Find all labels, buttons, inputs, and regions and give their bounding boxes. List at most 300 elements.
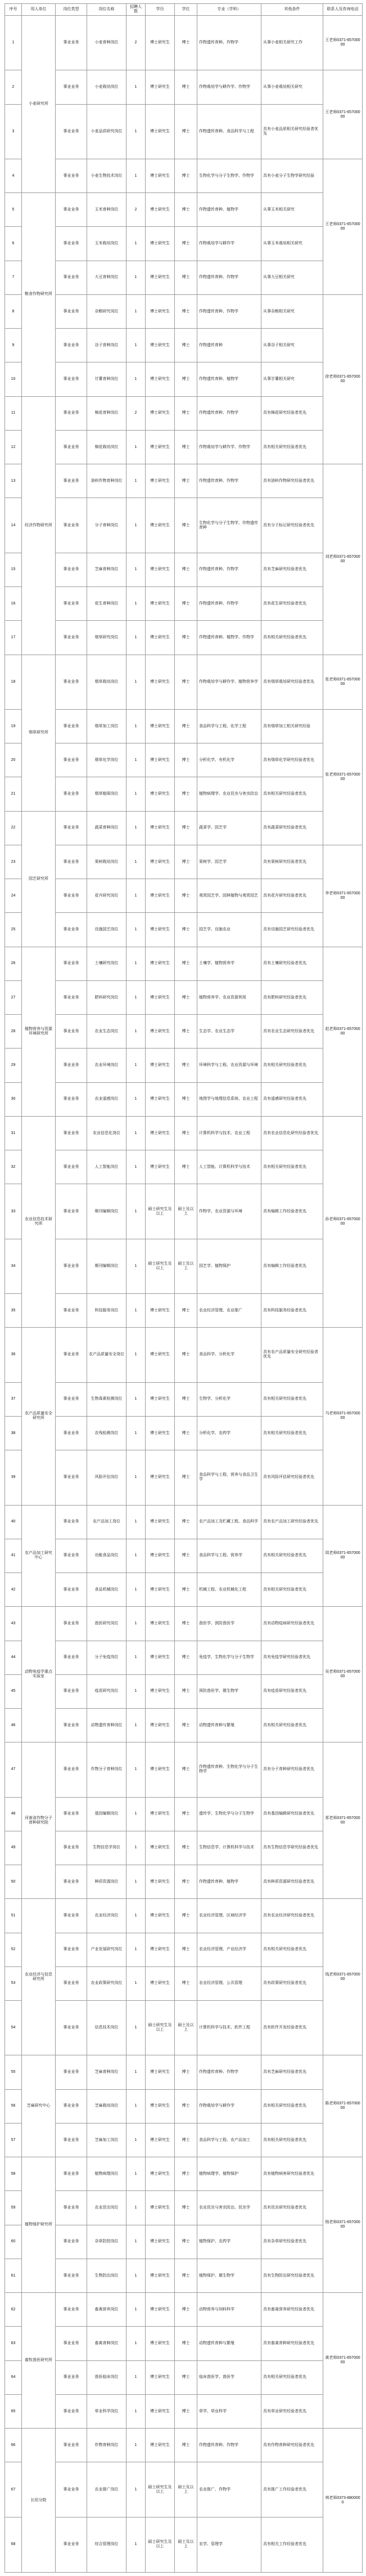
table-row	[5, 2157, 363, 2191]
conditions-cell: 具有农业信息化研究经验者优先	[261, 1116, 323, 1150]
major-cell: 动物营养与饲料科学	[197, 2293, 261, 2327]
education-cell: 博士研究生	[146, 70, 175, 104]
conditions-cell: 具有油料作物研究经验者优先	[261, 464, 323, 498]
employer-cell: 河南省作物分子育种研究院	[22, 1742, 56, 1899]
hire-count-cell: 1	[126, 2360, 146, 2394]
degree-cell: 博士	[175, 329, 197, 362]
post-name-cell: 烟草化学岗位	[87, 743, 126, 777]
education-cell: 博士研究生	[146, 879, 175, 913]
conditions-cell: 具有农业经济研究经验者优先	[261, 1899, 323, 1933]
post-name-cell: 植物病理岗位	[87, 2157, 126, 2191]
major-cell: 作物学、农业资源与环境	[197, 1184, 261, 1239]
conditions-cell: 具有果树研究经验者优先	[261, 845, 323, 879]
post-type-cell: 事业业务	[56, 2089, 87, 2123]
table-row	[5, 655, 363, 709]
degree-cell: 博士	[175, 1116, 197, 1150]
degree-cell: 博士	[175, 879, 197, 913]
degree-cell: 博士	[175, 2191, 197, 2225]
major-cell: 农业经济管理、农业推广	[197, 1294, 261, 1328]
post-type-cell: 事业业务	[56, 498, 87, 553]
post-type-cell: 事业业务	[56, 1573, 87, 1607]
post-type-cell: 事业业务	[56, 2517, 87, 2572]
conditions-cell: 具有相关研究经验者优先	[261, 1049, 323, 1082]
education-cell: 博士研究生	[146, 362, 175, 396]
post-type-cell: 事业业务	[56, 879, 87, 913]
post-name-cell: 期刊编辑岗位	[87, 1239, 126, 1293]
post-name-cell: 基因编辑岗位	[87, 1797, 126, 1831]
degree-cell: 博士	[175, 1742, 197, 1797]
conditions-cell: 具有蔬菜研究经验者优先	[261, 811, 323, 845]
conditions-cell: 具有生物信息学研究经验者优先	[261, 1831, 323, 1865]
row-index-cell: 59	[5, 2191, 22, 2225]
conditions-cell: 具有相关研究经验者优先	[261, 1573, 323, 1607]
hire-count-cell: 2	[126, 396, 146, 430]
row-index-cell: 54	[5, 2001, 22, 2055]
conditions-cell: 具有生物防治研究经验者优先	[261, 2259, 323, 2292]
education-cell: 博士研究生	[146, 2360, 175, 2394]
conditions-cell: 具有设施园艺研究经验者优先	[261, 913, 323, 947]
degree-cell: 博士	[175, 498, 197, 553]
row-index-cell: 38	[5, 1416, 22, 1450]
employer-cell: 长垣分院	[22, 2429, 56, 2573]
education-cell: 硕士研究生及以上	[146, 2462, 175, 2517]
major-cell: 农业经济管理、区域经济学	[197, 1899, 261, 1933]
degree-cell: 博士	[175, 16, 197, 70]
table-row	[5, 709, 363, 743]
post-type-cell: 事业业务	[56, 553, 87, 586]
conditions-cell: 具有烟草加工相关研究经验	[261, 709, 323, 743]
table-row	[5, 2001, 363, 2055]
row-index-cell: 40	[5, 1505, 22, 1539]
major-cell: 分析化学、农药学	[197, 1416, 261, 1450]
post-name-cell: 设施园艺岗位	[87, 913, 126, 947]
conditions-cell: 具有畜禽育种研究经验者优先	[261, 2327, 323, 2360]
employer-cell: 经济作物研究所	[22, 396, 56, 655]
degree-cell: 博士	[175, 1899, 197, 1933]
degree-cell: 博士	[175, 396, 197, 430]
hire-count-cell: 1	[126, 1674, 146, 1708]
post-name-cell: 畜禽育种岗位	[87, 2327, 126, 2360]
post-type-cell: 事业业务	[56, 655, 87, 709]
employer-cell: 芝麻研究中心	[22, 2055, 56, 2157]
row-index-cell: 43	[5, 1607, 22, 1641]
hire-count-cell: 1	[126, 1116, 146, 1150]
degree-cell: 博士	[175, 227, 197, 261]
table-row	[5, 2293, 363, 2327]
row-index-cell: 55	[5, 2055, 22, 2089]
degree-cell: 博士	[175, 1709, 197, 1742]
contact-cell: 张老师0371-65700000	[323, 655, 363, 709]
hire-count-cell: 1	[126, 1865, 146, 1899]
conditions-cell: 具有政策研究经验者优先	[261, 1966, 323, 2000]
hire-count-cell: 1	[126, 1831, 146, 1865]
post-type-cell: 事业业务	[56, 430, 87, 464]
degree-cell: 博士	[175, 2055, 197, 2089]
hire-count-cell: 1	[126, 2225, 146, 2259]
table-row	[5, 879, 363, 913]
col-major-header: 专业（学科）	[197, 4, 261, 16]
post-type-cell: 事业业务	[56, 947, 87, 980]
conditions-cell: 具有风险评估研究经验者优先	[261, 1450, 323, 1505]
header-row	[5, 4, 363, 16]
degree-cell: 博士	[175, 104, 197, 159]
education-cell: 博士研究生	[146, 2123, 175, 2157]
hire-count-cell: 1	[126, 553, 146, 586]
post-type-cell: 事业业务	[56, 709, 87, 743]
conditions-cell: 具有免疫学研究经验者优先	[261, 1641, 323, 1674]
table-row	[5, 2327, 363, 2360]
table-row	[5, 1607, 363, 1641]
conditions-cell: 从事甘薯相关研究	[261, 362, 323, 396]
post-name-cell: 农业环境岗位	[87, 1049, 126, 1082]
table-row	[5, 1573, 363, 1607]
conditions-cell: 具有种质资源研究经验者优先	[261, 1865, 323, 1899]
conditions-cell: 具有小麦品质相关研究经验者优先	[261, 104, 323, 159]
employer-cell: 农产品加工研究中心	[22, 1505, 56, 1607]
conditions-cell: 具有草业研究经验者优先	[261, 2394, 323, 2428]
conditions-cell: 具有芝麻研究经验者优先	[261, 553, 323, 586]
hire-count-cell: 1	[126, 430, 146, 464]
degree-cell: 博士	[175, 2293, 197, 2327]
row-index-cell: 26	[5, 947, 22, 980]
hire-count-cell: 1	[126, 329, 146, 362]
table-row	[5, 2089, 363, 2123]
post-type-cell: 事业业务	[56, 2293, 87, 2327]
education-cell: 博士研究生	[146, 1933, 175, 1966]
major-cell: 植物营养学、农业资源利用	[197, 980, 261, 1014]
post-type-cell: 事业业务	[56, 1505, 87, 1539]
row-index-cell: 15	[5, 553, 22, 586]
hire-count-cell: 1	[126, 1416, 146, 1450]
degree-cell: 博士	[175, 1797, 197, 1831]
post-name-cell: 分子育种岗位	[87, 498, 126, 553]
table-row	[5, 159, 363, 192]
post-type-cell: 事业业务	[56, 2327, 87, 2360]
contact-cell: 钱老师0371-65700000	[323, 1899, 363, 2055]
conditions-cell: 从事杂粮相关研究	[261, 294, 323, 328]
degree-cell: 博士	[175, 2394, 197, 2428]
table-row	[5, 2394, 363, 2428]
education-cell: 博士研究生	[146, 1294, 175, 1328]
education-cell: 博士研究生	[146, 2225, 175, 2259]
conditions-cell: 具有相关研究经验者优先	[261, 430, 323, 464]
post-name-cell: 功能食品岗位	[87, 1539, 126, 1573]
education-cell: 硕士研究生及以上	[146, 1239, 175, 1293]
col-employer-header: 用人单位	[22, 4, 56, 16]
degree-cell: 博士	[175, 1015, 197, 1049]
education-cell: 硕士研究生及以上	[146, 2517, 175, 2572]
contact-cell: 黄老师0371-65700000	[323, 2293, 363, 2429]
hire-count-cell: 1	[126, 1150, 146, 1184]
major-cell: 农业经济管理、公共管理	[197, 1966, 261, 2000]
education-cell: 博士研究生	[146, 1450, 175, 1505]
degree-cell: 硕士及以上	[175, 2517, 197, 2572]
post-name-cell: 小麦生物技术岗位	[87, 159, 126, 192]
education-cell: 硕士研究生及以上	[146, 1184, 175, 1239]
row-index-cell: 50	[5, 1865, 22, 1899]
hire-count-cell: 1	[126, 913, 146, 947]
post-name-cell: 棉花栽培岗位	[87, 430, 126, 464]
education-cell: 博士研究生	[146, 1015, 175, 1049]
education-cell: 博士研究生	[146, 2089, 175, 2123]
hire-count-cell: 1	[126, 709, 146, 743]
education-cell: 博士研究生	[146, 2429, 175, 2462]
post-name-cell: 蔬菜育种岗位	[87, 811, 126, 845]
hire-count-cell: 1	[126, 1184, 146, 1239]
education-cell: 博士研究生	[146, 1966, 175, 2000]
post-type-cell: 事业业务	[56, 1184, 87, 1239]
degree-cell: 博士	[175, 2123, 197, 2157]
contact-cell: 王老师0371-65700000	[323, 159, 363, 294]
row-index-cell: 39	[5, 1450, 22, 1505]
major-cell: 遗传学、生物化学与分子生物学	[197, 1797, 261, 1831]
post-name-cell: 果树栽培岗位	[87, 845, 126, 879]
post-name-cell: 烟草加工岗位	[87, 709, 126, 743]
table-row	[5, 430, 363, 464]
degree-cell: 博士	[175, 913, 197, 947]
major-cell: 农业推广、作物学	[197, 2462, 261, 2517]
degree-cell: 博士	[175, 1539, 197, 1573]
table-row	[5, 1116, 363, 1150]
conditions-cell: 具有相关研究经验者优先	[261, 1539, 323, 1573]
major-cell: 作物遗传育种、生物化学与分子生物学	[197, 1742, 261, 1797]
hire-count-cell: 1	[126, 2001, 146, 2055]
hire-count-cell: 1	[126, 1641, 146, 1674]
employer-cell: 农业经济与信息研究所	[22, 1899, 56, 2055]
table-row	[5, 261, 363, 294]
table-row	[5, 1082, 363, 1116]
contact-cell: 杨老师0371-65700000	[323, 2157, 363, 2293]
major-cell: 植物病理学、农业昆虫与害虫防治	[197, 777, 261, 811]
row-index-cell: 4	[5, 159, 22, 192]
hire-count-cell: 1	[126, 2429, 146, 2462]
hire-count-cell: 1	[126, 1015, 146, 1049]
row-index-cell: 57	[5, 2123, 22, 2157]
conditions-cell: 具有相关研究经验者优先	[261, 1382, 323, 1416]
post-name-cell: 种质资源岗位	[87, 1865, 126, 1899]
major-cell: 地图学与地理信息系统、农业工程	[197, 1082, 261, 1116]
education-cell: 博士研究生	[146, 159, 175, 192]
education-cell: 博士研究生	[146, 1328, 175, 1382]
degree-cell: 博士	[175, 1966, 197, 2000]
post-name-cell: 油料作物育种岗位	[87, 464, 126, 498]
hire-count-cell: 1	[126, 2293, 146, 2327]
row-index-cell: 58	[5, 2157, 22, 2191]
hire-count-cell: 1	[126, 2517, 146, 2572]
conditions-cell: 具有棉花研究经验者优先	[261, 396, 323, 430]
contact-cell: 刘老师0371-65700000	[323, 464, 363, 655]
post-name-cell: 草业科学岗位	[87, 2394, 126, 2428]
major-cell: 食品科学与工程、营养与食品卫生学	[197, 1450, 261, 1505]
degree-cell: 博士	[175, 193, 197, 227]
major-cell: 预防兽医学、微生物学	[197, 1674, 261, 1708]
hire-count-cell: 1	[126, 1328, 146, 1382]
table-row	[5, 811, 363, 845]
major-cell: 兽医学、预防兽医学	[197, 1607, 261, 1641]
contact-cell: 林老师0373-8800000	[323, 2429, 363, 2573]
table-row	[5, 1709, 363, 1742]
table-row	[5, 1416, 363, 1450]
post-name-cell: 花生育种岗位	[87, 587, 126, 621]
major-cell: 作物遗传育种	[197, 329, 261, 362]
post-type-cell: 事业业务	[56, 159, 87, 192]
degree-cell: 博士	[175, 845, 197, 879]
conditions-cell: 具有相关研究经验者优先	[261, 621, 323, 655]
degree-cell: 博士	[175, 159, 197, 192]
row-index-cell: 6	[5, 227, 22, 261]
major-cell: 生物化学与分子生物学、作物遗传育种	[197, 498, 261, 553]
col-index-header: 序号	[5, 4, 22, 16]
post-name-cell: 烟草植保岗位	[87, 777, 126, 811]
table-row	[5, 294, 363, 328]
education-cell: 博士研究生	[146, 553, 175, 586]
major-cell: 作物遗传育种、作物学	[197, 553, 261, 586]
education-cell: 博士研究生	[146, 1382, 175, 1416]
post-name-cell: 小麦育种岗位	[87, 16, 126, 70]
row-index-cell: 33	[5, 1184, 22, 1239]
row-index-cell: 67	[5, 2462, 22, 2517]
post-name-cell: 农业遥感岗位	[87, 1082, 126, 1116]
post-name-cell: 生物信息学岗位	[87, 1831, 126, 1865]
conditions-cell: 具有花生研究经验者优先	[261, 587, 323, 621]
major-cell: 蔬菜学、园艺学	[197, 811, 261, 845]
conditions-cell: 具有相关研究经验者优先	[261, 2360, 323, 2394]
post-name-cell: 期刊编辑岗位	[87, 1184, 126, 1239]
degree-cell: 博士	[175, 2429, 197, 2462]
post-name-cell: 土壤研究岗位	[87, 947, 126, 980]
post-type-cell: 事业业务	[56, 2360, 87, 2394]
table-row	[5, 845, 363, 879]
row-index-cell: 22	[5, 811, 22, 845]
degree-cell: 博士	[175, 587, 197, 621]
table-row	[5, 362, 363, 396]
hire-count-cell: 1	[126, 2394, 146, 2428]
education-cell: 博士研究生	[146, 16, 175, 70]
major-cell: 农业经济管理、产业经济学	[197, 1933, 261, 1966]
conditions-cell: 具有软件开发经验者优先	[261, 2001, 323, 2055]
row-index-cell: 30	[5, 1082, 22, 1116]
post-type-cell: 事业业务	[56, 2055, 87, 2089]
conditions-cell: 具有相关研究经验者优先	[261, 1709, 323, 1742]
table-row	[5, 2225, 363, 2259]
table-header	[5, 4, 363, 16]
table-row	[5, 1015, 363, 1049]
post-name-cell: 玉米栽培岗位	[87, 227, 126, 261]
hire-count-cell: 1	[126, 845, 146, 879]
major-cell: 食品科学与工程、农产品加工	[197, 2123, 261, 2157]
row-index-cell: 68	[5, 2517, 22, 2572]
post-type-cell: 事业业务	[56, 1865, 87, 1899]
conditions-cell: 从事小麦栽培相关研究	[261, 70, 323, 104]
education-cell: 博士研究生	[146, 587, 175, 621]
table-row	[5, 227, 363, 261]
major-cell: 作物遗传育种、作物学	[197, 2429, 261, 2462]
contact-cell: 赵老师0371-65700000	[323, 947, 363, 1116]
conditions-cell: 具有相关研究经验者优先	[261, 1933, 323, 1966]
hire-count-cell: 1	[126, 1933, 146, 1966]
post-name-cell: 农业经济岗位	[87, 1899, 126, 1933]
major-cell: 植物病理学、植物保护	[197, 2157, 261, 2191]
education-cell: 博士研究生	[146, 743, 175, 777]
degree-cell: 博士	[175, 553, 197, 586]
hire-count-cell: 1	[126, 1797, 146, 1831]
hire-count-cell: 1	[126, 980, 146, 1014]
post-type-cell: 事业业务	[56, 1416, 87, 1450]
post-name-cell: 玉米育种岗位	[87, 193, 126, 227]
row-index-cell: 28	[5, 1015, 22, 1049]
degree-cell: 博士	[175, 1573, 197, 1607]
degree-cell: 博士	[175, 1294, 197, 1328]
conditions-cell: 具有植物病害研究经验者优先	[261, 2157, 323, 2191]
degree-cell: 博士	[175, 1607, 197, 1641]
conditions-cell: 具有农产品质量安全研究经验者优先	[261, 1328, 323, 1382]
table-row	[5, 1641, 363, 1674]
row-index-cell: 64	[5, 2360, 22, 2394]
post-name-cell: 农业昆虫岗位	[87, 2191, 126, 2225]
conditions-cell: 具有基因编辑研究经验者优先	[261, 1797, 323, 1831]
post-type-cell: 事业业务	[56, 2191, 87, 2225]
hire-count-cell: 1	[126, 2055, 146, 2089]
education-cell: 博士研究生	[146, 294, 175, 328]
degree-cell: 博士	[175, 1933, 197, 1966]
hire-count-cell: 1	[126, 811, 146, 845]
row-index-cell: 2	[5, 70, 22, 104]
table-row	[5, 498, 363, 553]
degree-cell: 博士	[175, 1505, 197, 1539]
post-name-cell: 风险评估岗位	[87, 1450, 126, 1505]
major-cell: 作物栽培学与耕作学	[197, 227, 261, 261]
table-row	[5, 1899, 363, 1933]
post-type-cell: 事业业务	[56, 845, 87, 879]
row-index-cell: 10	[5, 362, 22, 396]
post-name-cell: 烟草研究岗位	[87, 621, 126, 655]
hire-count-cell: 1	[126, 879, 146, 913]
education-cell: 博士研究生	[146, 2327, 175, 2360]
major-cell: 作物遗传育种、作物学	[197, 261, 261, 294]
employer-cell: 农产品质量安全研究所	[22, 1328, 56, 1505]
education-cell: 博士研究生	[146, 1505, 175, 1539]
hire-count-cell: 1	[126, 1899, 146, 1933]
education-cell: 博士研究生	[146, 227, 175, 261]
education-cell: 博士研究生	[146, 2259, 175, 2292]
education-cell: 博士研究生	[146, 1641, 175, 1674]
hire-count-cell: 1	[126, 1505, 146, 1539]
hire-count-cell: 1	[126, 1294, 146, 1328]
major-cell: 环境科学与工程、农业资源与环境	[197, 1049, 261, 1082]
post-type-cell: 事业业务	[56, 227, 87, 261]
major-cell: 动物遗传育种与繁殖	[197, 2327, 261, 2360]
row-index-cell: 17	[5, 621, 22, 655]
conditions-cell: 从事玉米栽培相关研究	[261, 227, 323, 261]
post-name-cell: 杂草防控岗位	[87, 2225, 126, 2259]
hire-count-cell: 1	[126, 1382, 146, 1416]
education-cell: 博士研究生	[146, 2055, 175, 2089]
major-cell: 农产品加工及贮藏工程、食品科学	[197, 1505, 261, 1539]
table-row	[5, 104, 363, 159]
hire-count-cell: 1	[126, 655, 146, 709]
row-index-cell: 18	[5, 655, 22, 709]
row-index-cell: 31	[5, 1116, 22, 1150]
conditions-cell: 具有小麦分子生物学研究经验	[261, 159, 323, 192]
employer-cell: 畜牧兽医研究所	[22, 2293, 56, 2429]
major-cell: 食品科学与工程、营养学	[197, 1539, 261, 1573]
conditions-cell: 具有编辑工作经验者优先	[261, 1184, 323, 1239]
employer-cell: 植物保护研究所	[22, 2157, 56, 2293]
degree-cell: 博士	[175, 1641, 197, 1674]
contact-cell: 李老师0371-65700000	[323, 845, 363, 947]
table-row	[5, 1294, 363, 1328]
hire-count-cell: 1	[126, 743, 146, 777]
